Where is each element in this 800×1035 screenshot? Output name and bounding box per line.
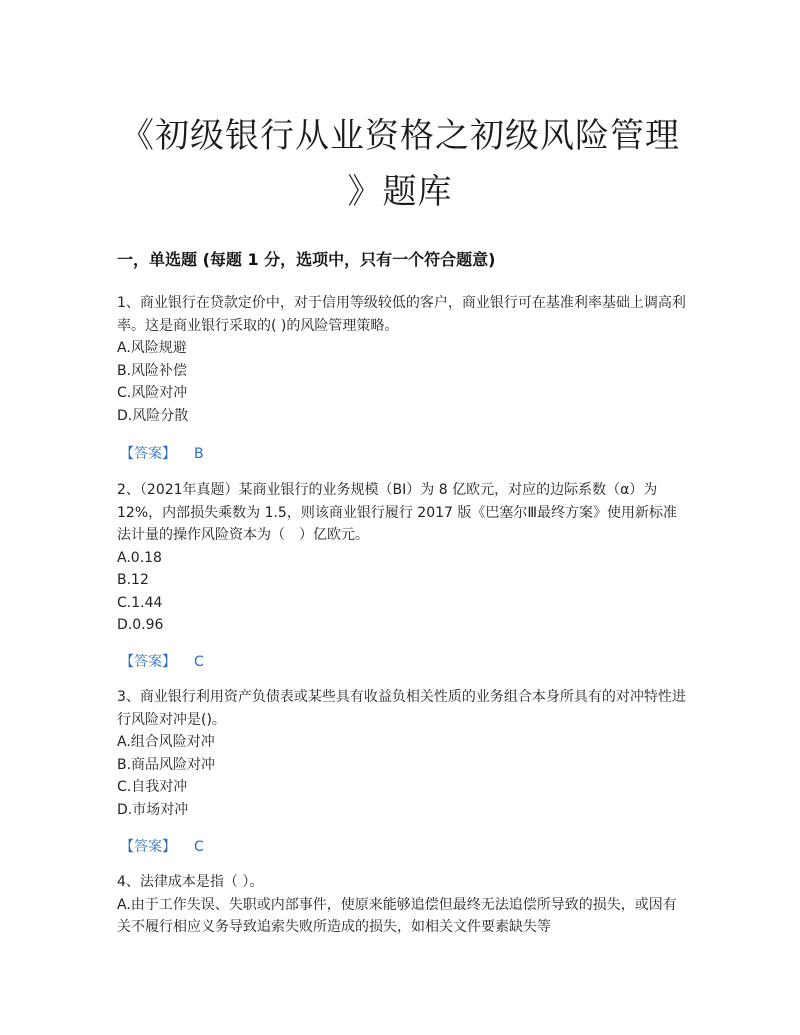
option-b: B.12 bbox=[117, 572, 149, 588]
option-d: D.0.96 bbox=[117, 617, 164, 633]
answer-1 bbox=[120, 443, 204, 463]
answer-value: C bbox=[194, 654, 204, 670]
answer-2 bbox=[120, 651, 204, 671]
option-a: A.由于工作失误、失职或内部事件，使原来能够追偿但最终无法追偿所导致的损失，或因有关不履行相应义务导致追索失败所造成的损失，如相关文件要素缺失等 bbox=[117, 896, 677, 935]
document-title bbox=[100, 108, 700, 220]
option-a: A.组合风险对冲 bbox=[117, 734, 215, 750]
question-stem: 2、（2021年真题）某商业银行的业务规模（BI）为 8 亿欧元，对应的边际系数（α）为12%，内部损失乘数为 1.5，则该商业银行履行 2017 版《巴塞尔Ⅲ最终方案》使用新标准法计量的操作风险资本为（ ）亿欧元。 bbox=[117, 482, 678, 543]
option-d: D.市场对冲 bbox=[117, 801, 189, 818]
question-4 bbox=[117, 871, 687, 939]
answer-3 bbox=[120, 836, 204, 856]
answer-value: B bbox=[194, 446, 204, 462]
question-stem: 3、商业银行利用资产负债表或某些具有收益负相关性质的业务组合本身所具有的对冲特性进行风险对冲是()。 bbox=[117, 689, 686, 728]
option-d: D.风险分散 bbox=[117, 407, 189, 424]
option-c: C.风险对冲 bbox=[117, 385, 188, 401]
question-stem: 1、商业银行在贷款定价中，对于信用等级较低的客户，商业银行可在基准利率基础上调高利率。这是商业银行采取的( )的风险管理策略。 bbox=[117, 295, 686, 334]
question-2 bbox=[117, 479, 687, 637]
answer-label: 【答案】 bbox=[120, 446, 176, 462]
answer-label: 【答案】 bbox=[120, 654, 176, 670]
title-line-2: 》题库 bbox=[347, 172, 453, 212]
option-c: C.自我对冲 bbox=[117, 779, 188, 795]
question-stem: 4、法律成本是指（ ）。 bbox=[117, 874, 264, 890]
answer-value: C bbox=[194, 839, 204, 855]
title-line-1: 《初级银行从业资格之初级风险管理 bbox=[120, 116, 680, 156]
question-3 bbox=[117, 686, 687, 821]
option-b: B.商品风险对冲 bbox=[117, 756, 216, 773]
answer-label: 【答案】 bbox=[120, 839, 176, 855]
option-b: B.风险补偿 bbox=[117, 362, 188, 379]
section-heading: 一，单选题 (每题 1 分，选项中，只有一个符合题意) bbox=[117, 250, 496, 269]
question-1 bbox=[117, 292, 687, 427]
option-c: C.1.44 bbox=[117, 594, 163, 611]
option-a: A.风险规避 bbox=[117, 340, 187, 356]
option-a: A.0.18 bbox=[117, 549, 162, 566]
